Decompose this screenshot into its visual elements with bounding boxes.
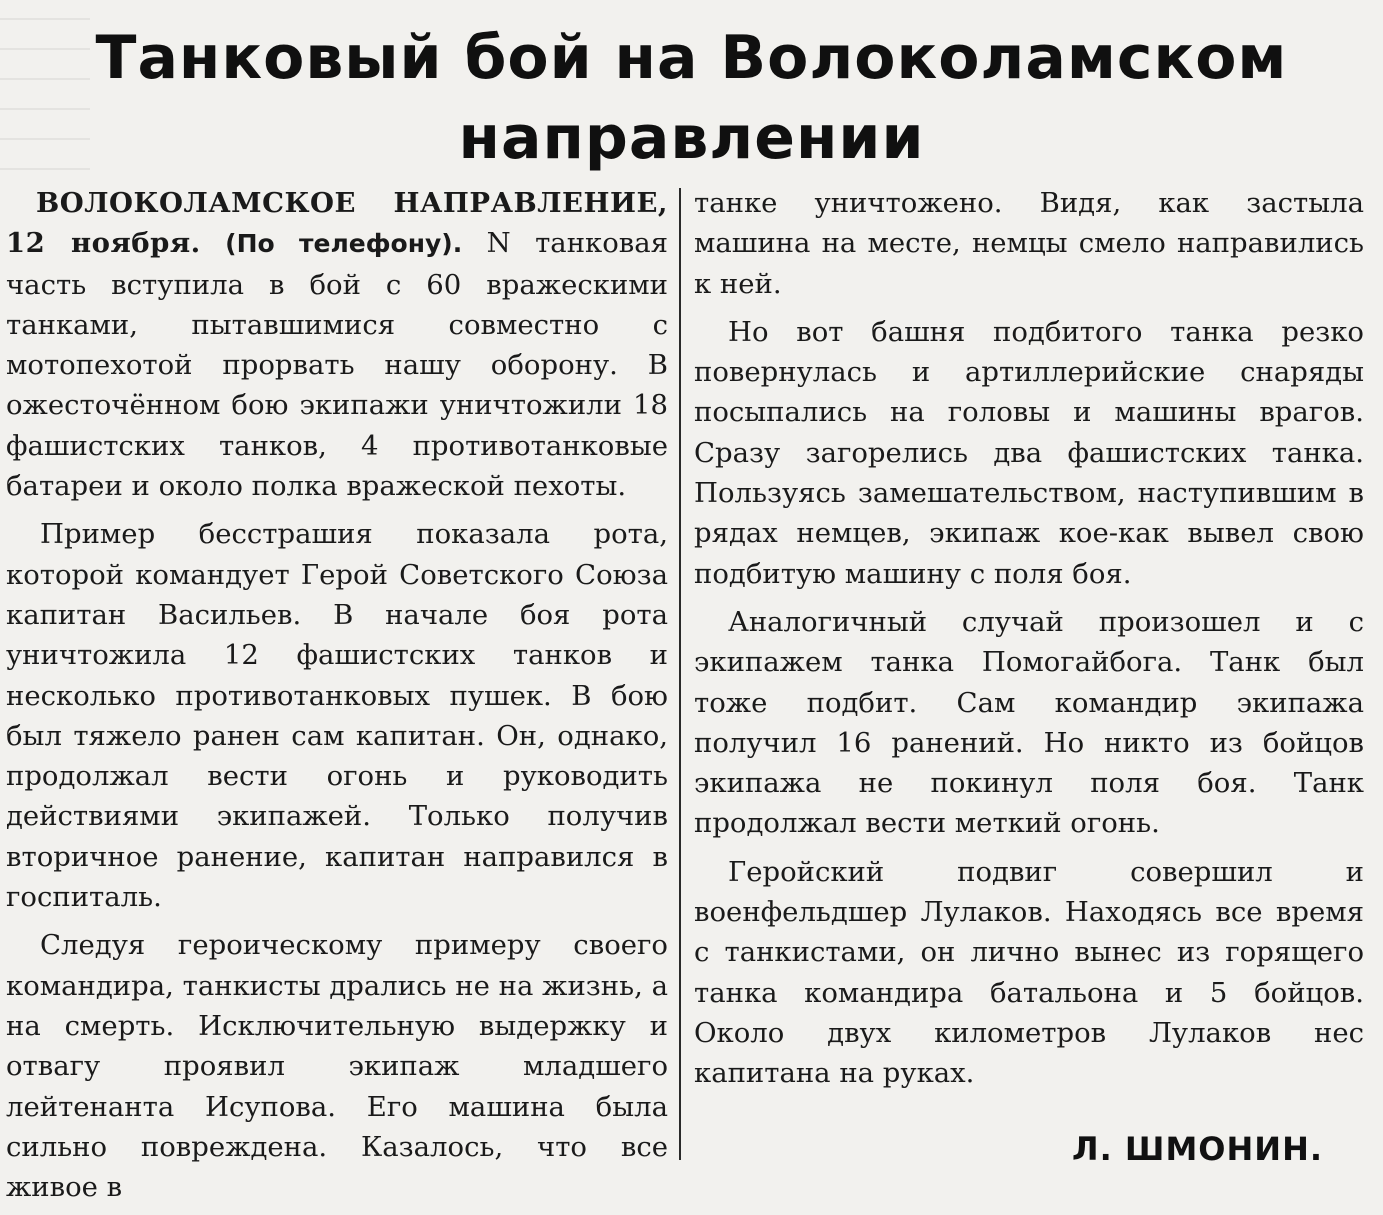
paragraph-1-text: N танковая часть вступила в бой с 60 вражескими танками, пытавшимися совместно с мотопехотой прорвать нашу оборону. В ожесточённом бою экипажи уничтожили 18 фашистских танков, 4 противотанковые батареи и около полка вражеской пехоты.: [6, 227, 669, 503]
paragraph-5: Аналогичный случай произошел и с экипажем танка Помогайбога. Танк был тоже подбит. Сам командир экипажа получил 16 ранений. Но никто из бойцов экипажа не покинул поля боя. Танк продолжал вести меткий огонь.: [694, 605, 1364, 840]
left-column: [6, 183, 668, 1215]
paragraph-3-continued: танке уничтожено. Видя, как застыла машина на месте, немцы смело направились к ней.: [694, 187, 1364, 300]
right-column: [694, 183, 1364, 1102]
dateline: ВОЛОКОЛАМСКОЕ НАПРАВЛЕНИЕ, 12 ноября.: [6, 187, 668, 260]
paragraph-1: [6, 183, 668, 506]
headline-line-2: направлении: [458, 103, 925, 173]
headline-line-1: Танковый бой на Волоколамском: [95, 23, 1288, 93]
paragraph-6: Геройский подвиг совершил и военфельдшер Лулаков. Находясь все время с танкистами, он лично вынес из горящего танка командира батальона и 5 бойцов. Около двух километров Лулаков нес капитана на руках.: [694, 855, 1364, 1090]
paragraph-4: Но вот башня подбитого танка резко повернулась и артиллерийские снаряды посыпались на головы и машины врагов. Сразу загорелись два фашистских танка. Пользуясь замешательством, наступившим в рядах немцев, экипаж кое-как вывел свою подбитую машину с поля боя.: [694, 315, 1364, 590]
by-phone-note: (По телефону).: [225, 229, 463, 259]
paragraph-3: Следуя героическому примеру своего командира, танкисты дрались не на жизнь, а на смерть. Исключительную выдержку и отвагу проявил экипаж младшего лейтенанта Исупова. Его машина была сильно повреждена. Казалось, что все живое в: [6, 929, 668, 1204]
author-signature: Л. ШМОНИН.: [1072, 1130, 1323, 1168]
article-headline: [0, 18, 1383, 178]
column-divider: [679, 188, 681, 1160]
paragraph-2: Пример бесстрашия показала рота, которой командует Герой Советского Союза капитан Васильев. В начале боя рота уничтожила 12 фашистских танков и несколько противотанковых пушек. В бою был тяжело ранен сам капитан. Он, однако, продолжал вести огонь и руководить действиями экипажей. Только получив вторичное ранение, капитан направился в госпиталь.: [6, 518, 668, 914]
